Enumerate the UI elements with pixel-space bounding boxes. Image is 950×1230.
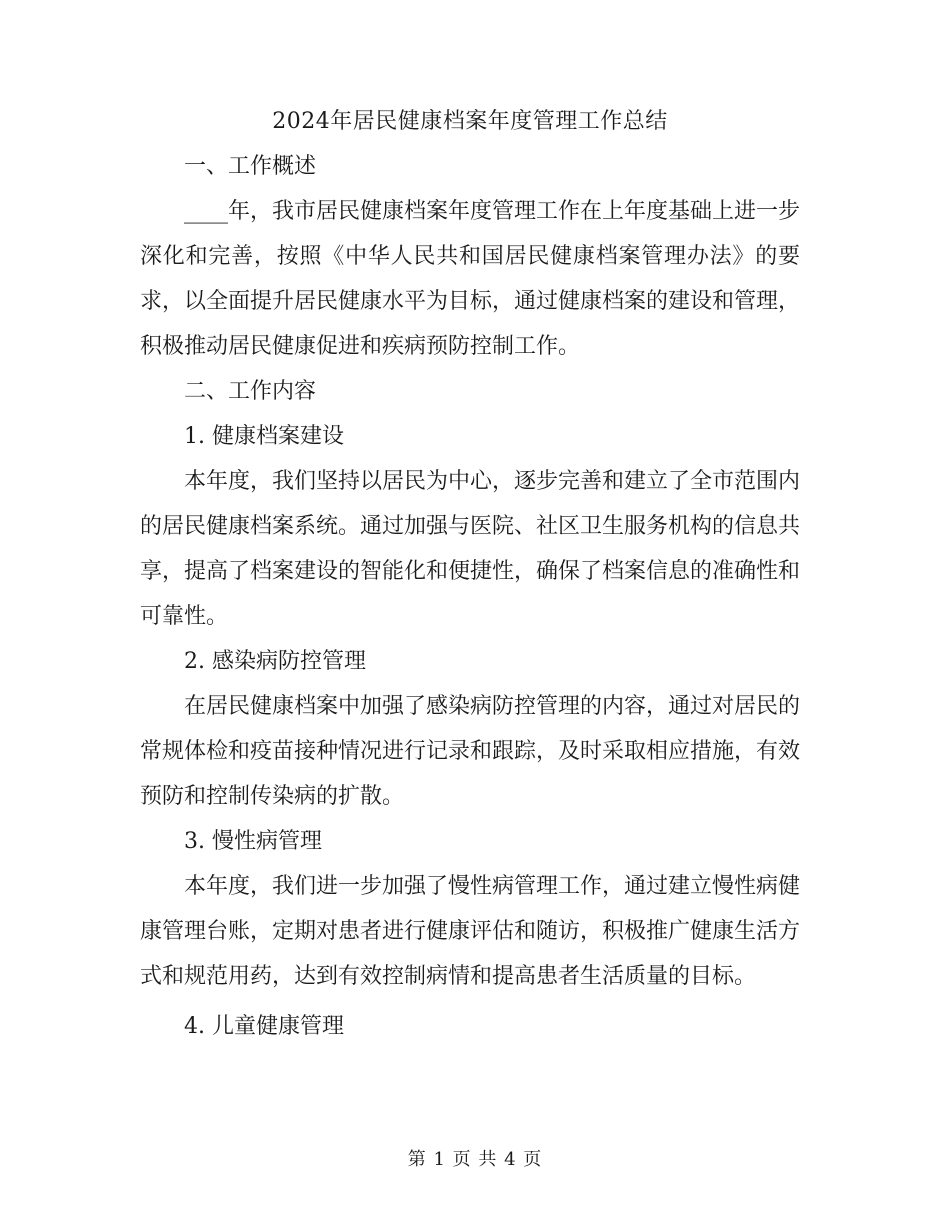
page-footer: 第 1 页 共 4 页 xyxy=(407,1149,543,1170)
subsection-heading-child-health: 4. 儿童健康管理 xyxy=(184,1014,344,1039)
section-heading-content: 二、工作内容 xyxy=(184,379,317,404)
document-body xyxy=(140,100,800,1049)
section-heading-overview: 一、工作概述 xyxy=(184,154,317,179)
paragraph-chronic-disease: 本年度，我们进一步加强了慢性病管理工作，通过建立慢性病健康管理台账，定期对患者进行健康评估和随访，积极推广健康生活方式和规范用药，达到有效控制病情和提高患者生活质量的目标。 xyxy=(140,874,801,989)
document-title: 2024年居民健康档案年度管理工作总结 xyxy=(272,109,668,134)
paragraph-overview: ____年，我市居民健康档案年度管理工作在上年度基础上进一步深化和完善，按照《中华人民共和国居民健康档案管理办法》的要求，以全面提升居民健康水平为目标，通过健康档案的建设和管理，积极推动居民健康促进和疾病预防控制工作。 xyxy=(140,199,801,359)
subsection-heading-chronic-disease: 3. 慢性病管理 xyxy=(184,829,322,854)
subsection-heading-archive-building: 1. 健康档案建设 xyxy=(184,424,344,449)
paragraph-archive-building: 本年度，我们坚持以居民为中心，逐步完善和建立了全市范围内的居民健康档案系统。通过加强与医院、社区卫生服务机构的信息共享，提高了档案建设的智能化和便捷性，确保了档案信息的准确性和可靠性。 xyxy=(140,469,801,629)
paragraph-infection-control: 在居民健康档案中加强了感染病防控管理的内容，通过对居民的常规体检和疫苗接种情况进行记录和跟踪，及时采取相应措施，有效预防和控制传染病的扩散。 xyxy=(140,694,801,809)
subsection-heading-infection-control: 2. 感染病防控管理 xyxy=(184,649,366,674)
